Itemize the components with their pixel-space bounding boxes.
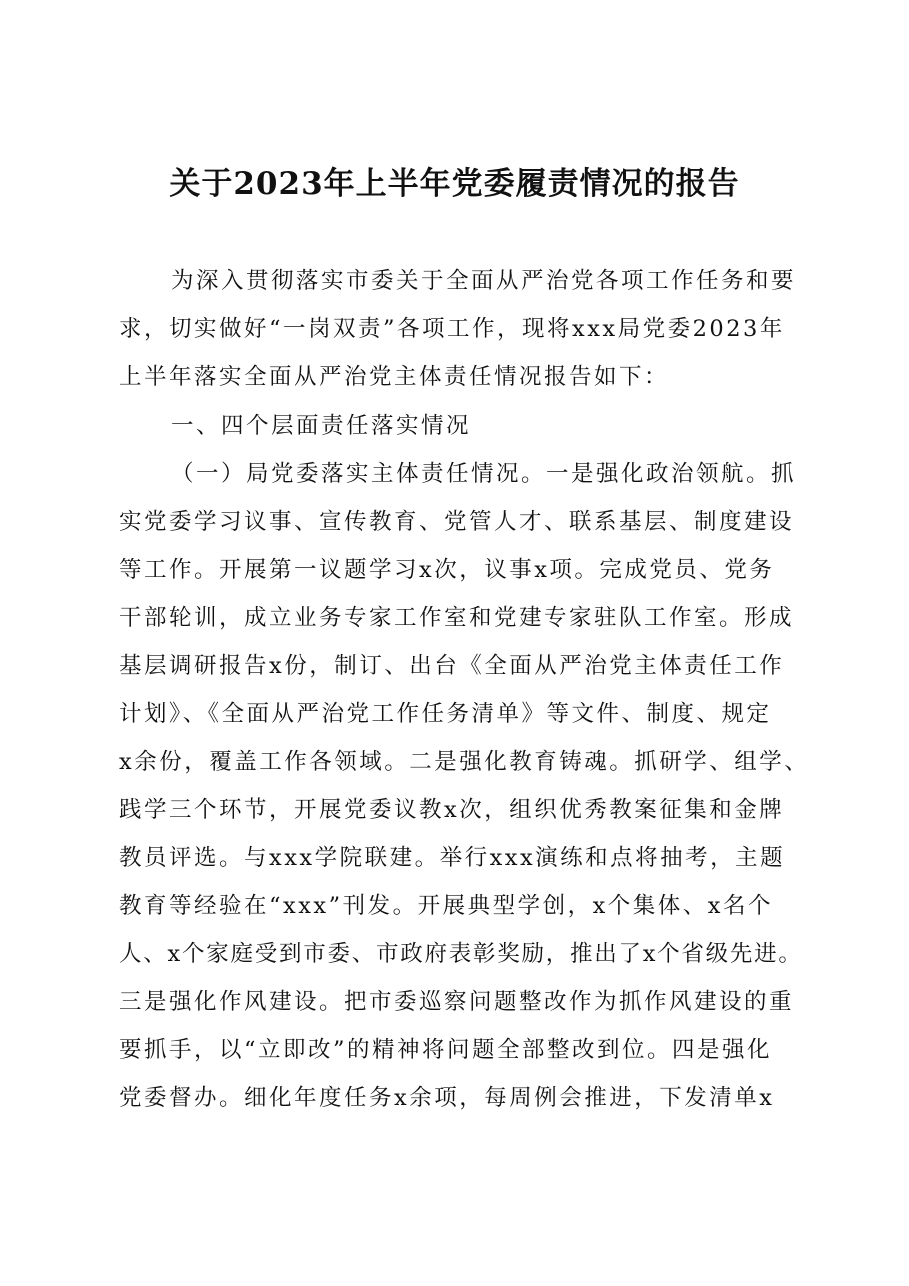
paragraph-line: 为深入贯彻落实市委关于全面从严治党各项工作任务和要 <box>171 268 797 294</box>
paragraph-line: 实党委学习议事、宣传教育、党管人才、联系基层、制度建设 <box>119 509 795 535</box>
section-heading: 一、四个层面责任落实情况 <box>171 413 472 439</box>
paragraph-line: 教员评选。与xxx学院联建。举行xxx演练和点将抽考，主题 <box>119 845 786 871</box>
paragraph-line: （一）局党委落实主体责任情况。一是强化政治领航。抓 <box>171 461 797 487</box>
document-title: 关于2023年上半年党委履责情况的报告 <box>169 166 740 202</box>
paragraph-line: 要抓手，以“立即改”的精神将问题全部整改到位。四是强化 <box>119 1037 773 1063</box>
paragraph-line: 等工作。开展第一议题学习x次，议事x项。完成党员、党务 <box>119 557 775 583</box>
paragraph-line: 践学三个环节，开展党委议教x次，组织优秀教案征集和金牌 <box>119 797 785 823</box>
paragraph-line: 人、x个家庭受到市委、市政府表彰奖励，推出了x个省级先进。 <box>119 941 803 967</box>
paragraph-line: 上半年落实全面从严治党主体责任情况报告如下： <box>119 364 670 390</box>
paragraph-line: 基层调研报告x份，制订、出台《全面从严治党主体责任工作 <box>119 653 785 679</box>
paragraph-line: 求，切实做好“一岗双责”各项工作，现将xxx局党委2023年 <box>119 316 785 342</box>
paragraph-line: 计划》、《全面从严治党工作任务清单》等文件、制度、规定 <box>119 701 772 727</box>
paragraph-line: x余份，覆盖工作各领域。二是强化教育铸魂。抓研学、组学、 <box>119 749 810 775</box>
paragraph-line: 三是强化作风建设。把市委巡察问题整改作为抓作风建设的重 <box>119 989 795 1015</box>
paragraph-line: 党委督办。细化年度任务x余项，每周例会推进，下发清单x <box>119 1085 775 1111</box>
paragraph-line: 干部轮训，成立业务专家工作室和党建专家驻队工作室。形成 <box>119 605 795 631</box>
paragraph-line: 教育等经验在“xxx”刊发。开展典型学创，x个集体、x名个 <box>119 893 773 919</box>
